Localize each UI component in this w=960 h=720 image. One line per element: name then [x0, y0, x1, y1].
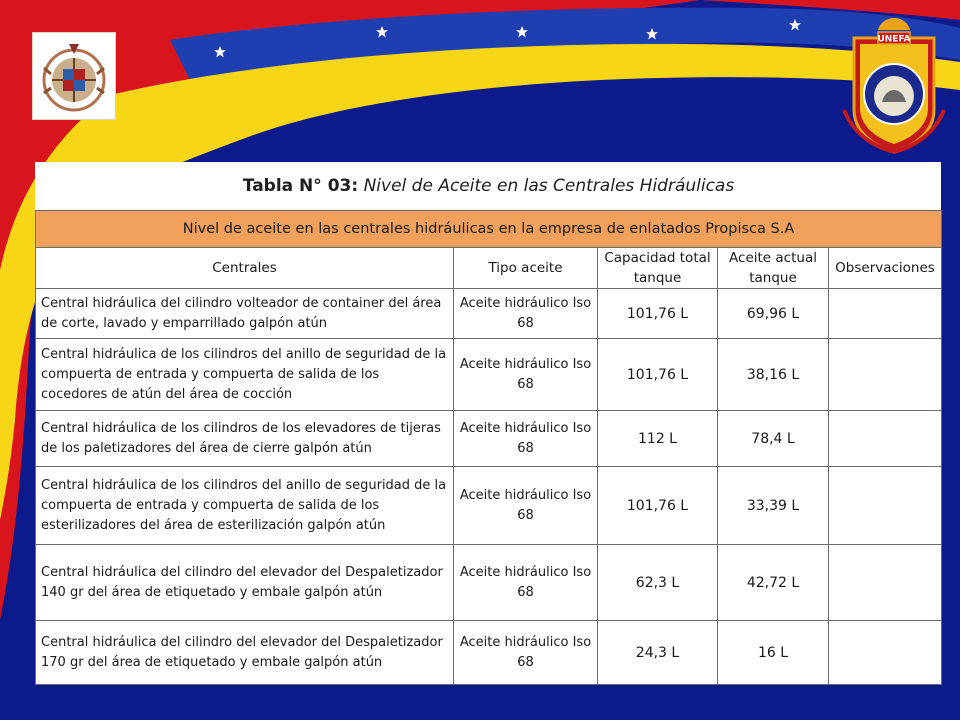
cell-capacidad: 112 L	[598, 411, 718, 467]
table-title-text: Nivel de Aceite en las Centrales Hidráulicas	[363, 176, 735, 196]
table-subtitle: Nivel de aceite en las centrales hidráulicas en la empresa de enlatados Propisca S.A	[36, 211, 942, 248]
cell-capacidad: 101,76 L	[598, 339, 718, 411]
cell-actual: 78,4 L	[718, 411, 829, 467]
unefa-logo-text: UNEFA	[877, 34, 911, 45]
table-row	[36, 289, 942, 339]
cell-central: Central hidráulica de los cilindros de los elevadores de tijeras de los paletizadores del área de cierre galpón atún	[36, 411, 454, 467]
column-header-centrales: Centrales	[36, 248, 454, 289]
column-header-observaciones: Observaciones	[829, 248, 942, 289]
table-row	[36, 467, 942, 545]
cell-observaciones	[829, 339, 942, 411]
cell-capacidad: 24,3 L	[598, 621, 718, 685]
table-row	[36, 411, 942, 467]
cell-actual: 33,39 L	[718, 467, 829, 545]
cell-observaciones	[829, 289, 942, 339]
table-title-row	[36, 162, 942, 211]
institution-crest-logo	[32, 32, 116, 120]
cell-tipo-aceite: Aceite hidráulico Iso 68	[454, 621, 598, 685]
unefa-shield-logo	[842, 6, 946, 154]
cell-actual: 38,16 L	[718, 339, 829, 411]
table-title	[36, 162, 942, 211]
column-header-row	[36, 248, 942, 289]
cell-actual: 69,96 L	[718, 289, 829, 339]
institution-crest-icon	[39, 38, 109, 114]
cell-observaciones	[829, 467, 942, 545]
cell-central: Central hidráulica del cilindro del elevador del Despaletizador 170 gr del área de etiquetado y embale galpón atún	[36, 621, 454, 685]
cell-tipo-aceite: Aceite hidráulico Iso 68	[454, 545, 598, 621]
cell-central: Central hidráulica del cilindro del elevador del Despaletizador 140 gr del área de etiquetado y embale galpón atún	[36, 545, 454, 621]
cell-observaciones	[829, 545, 942, 621]
column-header-tipo-aceite: Tipo aceite	[454, 248, 598, 289]
table-title-number: Tabla N° 03:	[242, 176, 359, 196]
table-row	[36, 339, 942, 411]
cell-tipo-aceite: Aceite hidráulico Iso 68	[454, 339, 598, 411]
cell-observaciones	[829, 621, 942, 685]
cell-capacidad: 101,76 L	[598, 289, 718, 339]
cell-tipo-aceite: Aceite hidráulico Iso 68	[454, 411, 598, 467]
cell-tipo-aceite: Aceite hidráulico Iso 68	[454, 289, 598, 339]
cell-capacidad: 101,76 L	[598, 467, 718, 545]
cell-capacidad: 62,3 L	[598, 545, 718, 621]
cell-actual: 16 L	[718, 621, 829, 685]
column-header-capacidad-total: Capacidad total tanque	[598, 248, 718, 289]
cell-central: Central hidráulica de los cilindros del anillo de seguridad de la compuerta de entrada y compuerta de salida de los esterilizadores del área de esterilización galpón atún	[36, 467, 454, 545]
cell-central: Central hidráulica del cilindro volteador de container del área de corte, lavado y emparrillado galpón atún	[36, 289, 454, 339]
cell-actual: 42,72 L	[718, 545, 829, 621]
table-row	[36, 545, 942, 621]
table-row	[36, 621, 942, 685]
cell-tipo-aceite: Aceite hidráulico Iso 68	[454, 467, 598, 545]
table-subtitle-row	[36, 211, 942, 248]
column-header-aceite-actual: Aceite actual tanque	[718, 248, 829, 289]
oil-level-table	[35, 162, 941, 684]
cell-central: Central hidráulica de los cilindros del anillo de seguridad de la compuerta de entrada y compuerta de salida de los cocedores de atún del área de cocción	[36, 339, 454, 411]
cell-observaciones	[829, 411, 942, 467]
